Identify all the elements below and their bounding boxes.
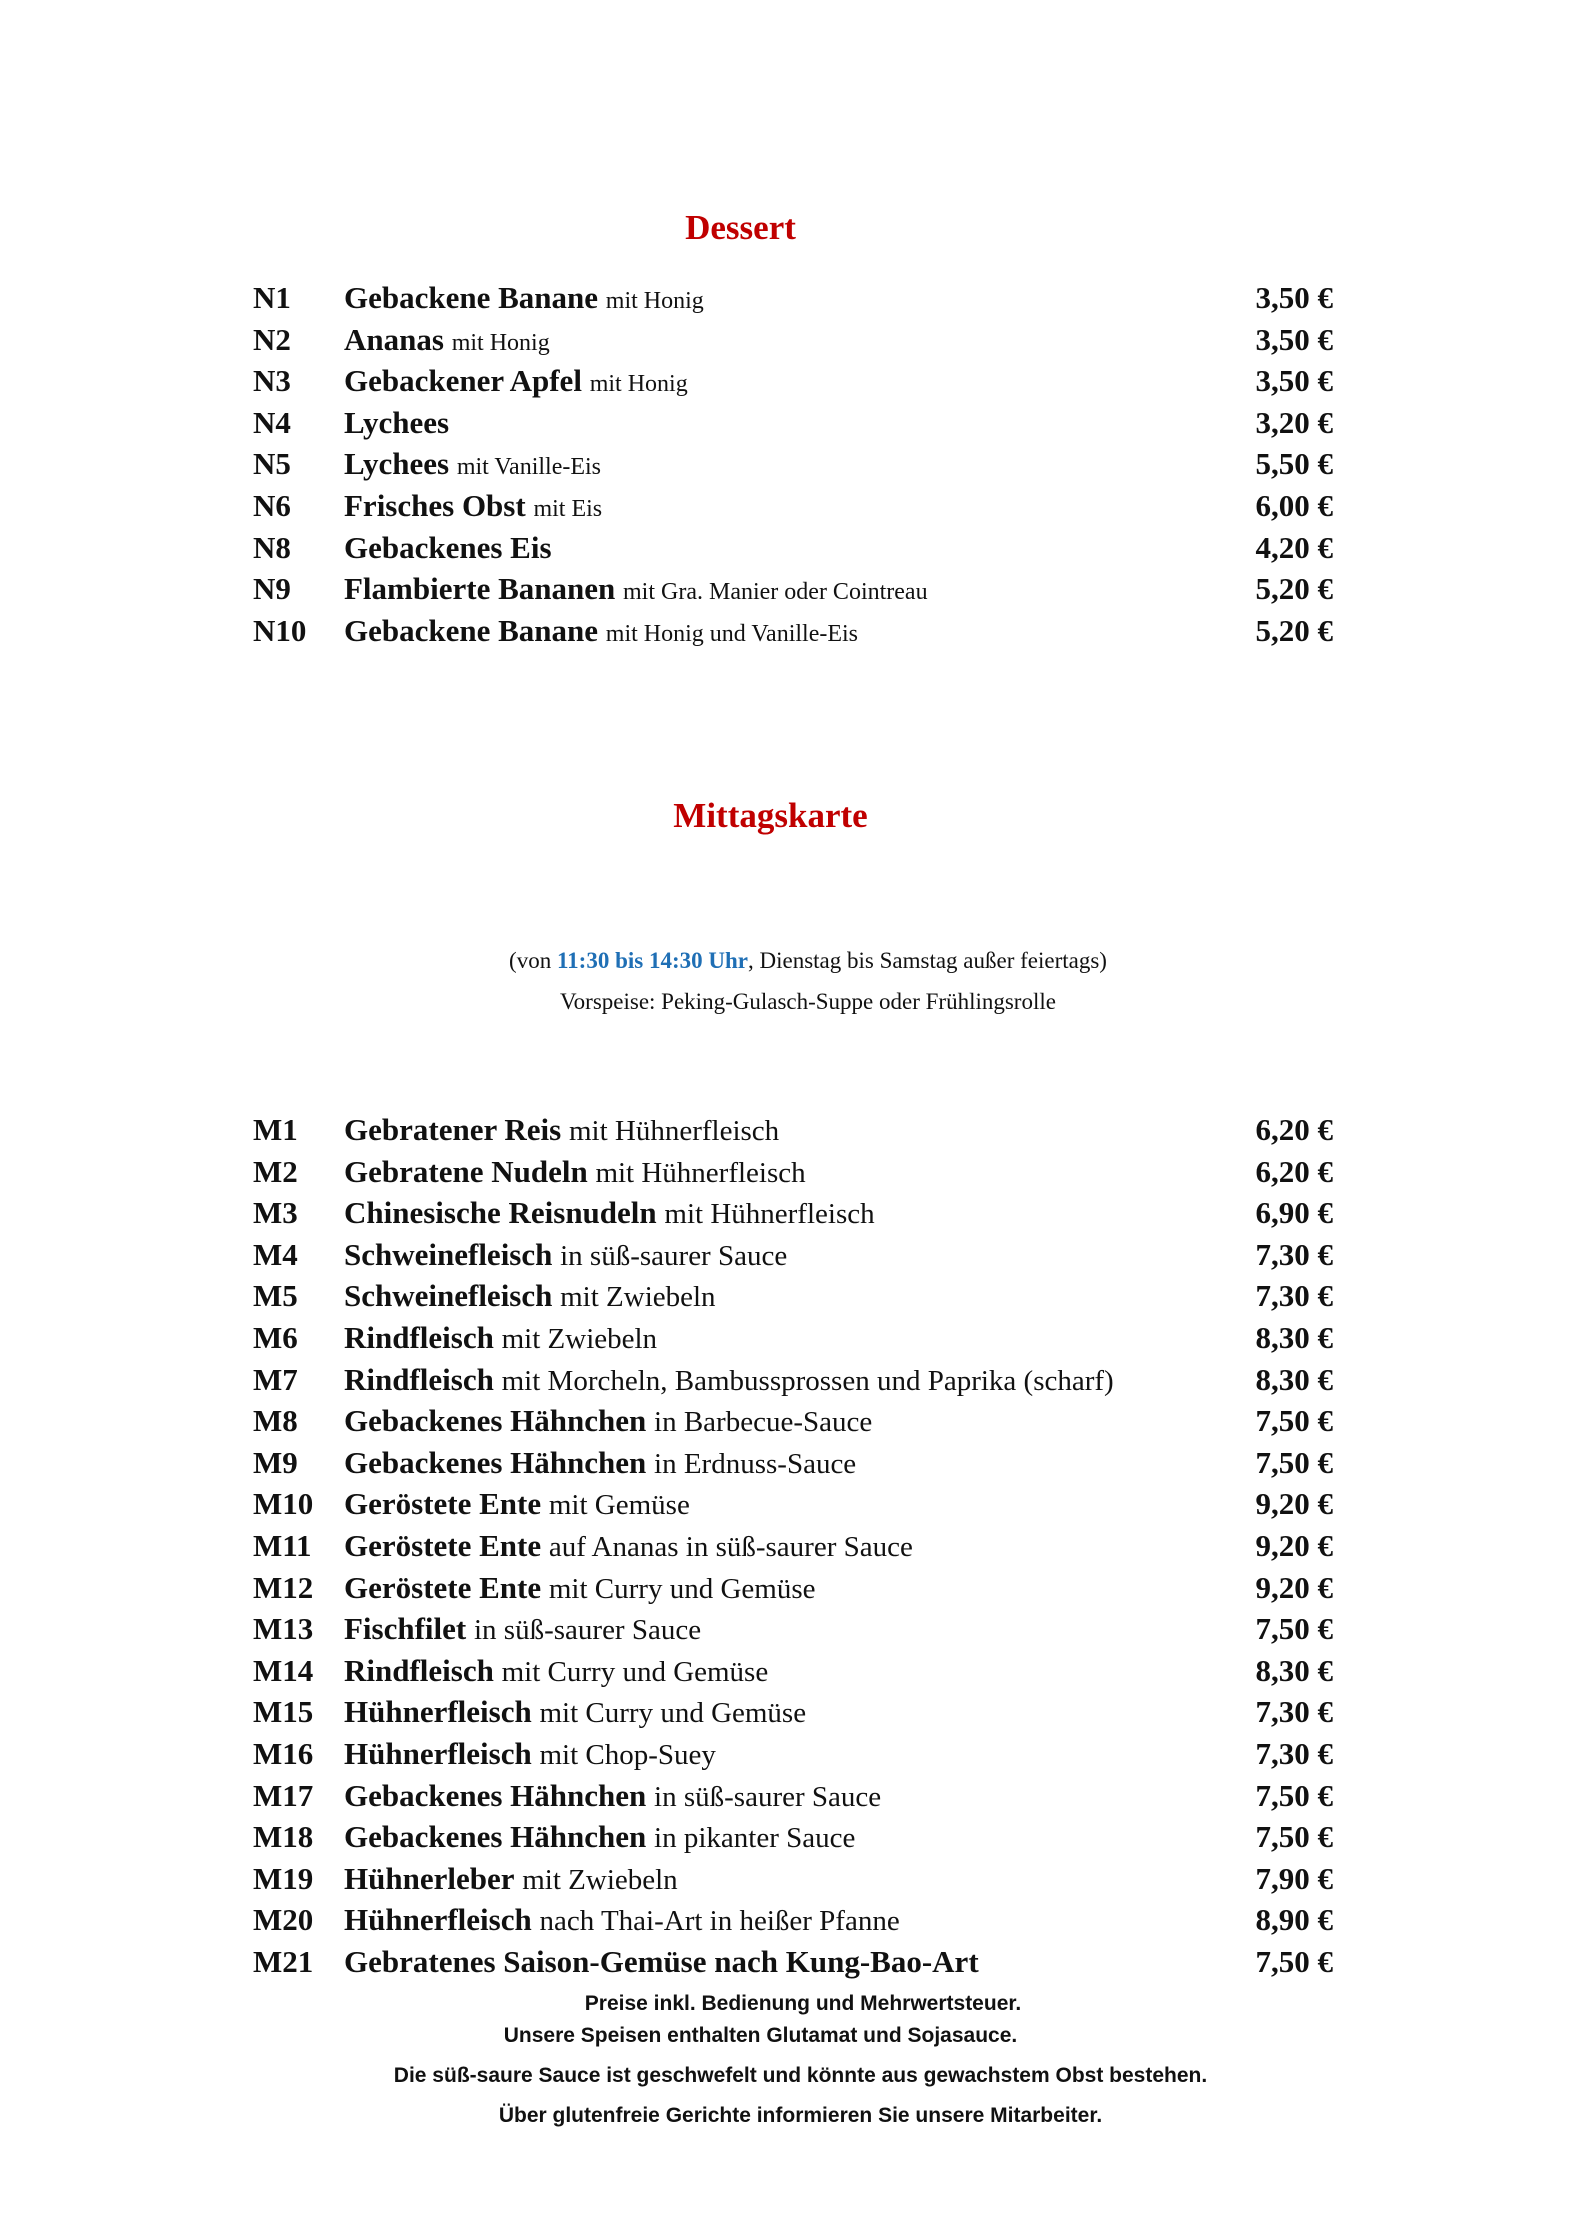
list-item xyxy=(253,1400,1333,1442)
item-price: 8,30 € xyxy=(1255,1361,1333,1397)
item-price: 4,20 € xyxy=(1255,529,1333,565)
item-name: Gebackene Banane xyxy=(344,280,599,315)
list-item xyxy=(253,1816,1333,1858)
item-price: 9,20 € xyxy=(1255,1569,1333,1605)
item-code: M11 xyxy=(253,1527,312,1563)
item-name: Flambierte Bananen xyxy=(344,571,616,607)
item-name: Gebackenes Hähnchen xyxy=(344,1444,647,1480)
item-description: mit Gra. Manier oder Cointreau xyxy=(623,579,928,606)
item-description: mit Zwiebeln xyxy=(501,1322,658,1355)
item-name-line xyxy=(344,1608,701,1652)
item-name-line xyxy=(344,1151,806,1195)
item-name: Hühnerfleisch xyxy=(344,1902,532,1938)
list-item xyxy=(253,1483,1333,1525)
item-description: in Barbecue-Sauce xyxy=(654,1406,873,1439)
item-code: M16 xyxy=(253,1735,314,1771)
item-price: 7,50 € xyxy=(1255,1943,1333,1979)
item-description: mit Honig und Vanille-Eis xyxy=(605,620,859,647)
item-code: M15 xyxy=(253,1694,314,1730)
item-description: mit Honig xyxy=(451,329,550,356)
list-item xyxy=(253,360,1333,402)
list-item xyxy=(253,1691,1333,1733)
hours-prefix: (von xyxy=(509,948,557,973)
list-item xyxy=(253,1567,1333,1609)
item-price: 8,30 € xyxy=(1255,1652,1333,1688)
item-price: 9,20 € xyxy=(1255,1486,1333,1522)
item-name-line xyxy=(344,1775,881,1819)
item-description: mit Gemüse xyxy=(548,1489,690,1522)
item-description: nach Thai-Art in heißer Pfanne xyxy=(539,1905,900,1938)
item-description: mit Hühnerfleisch xyxy=(664,1198,875,1231)
list-item xyxy=(253,319,1333,361)
item-code: M3 xyxy=(253,1195,298,1231)
item-name: Gebratener Reis xyxy=(344,1112,562,1147)
lunch-hours-note xyxy=(45,948,1571,974)
item-name: Gebratene Nudeln xyxy=(344,1153,588,1189)
footer-note-prices: Preise inkl. Bedienung und Mehrwertsteuer. xyxy=(584,1992,1022,2015)
item-description: mit Honig xyxy=(605,288,704,314)
item-price: 5,50 € xyxy=(1255,446,1333,482)
item-price: 7,50 € xyxy=(1255,1611,1333,1647)
item-code: M18 xyxy=(253,1819,314,1855)
item-price: 6,00 € xyxy=(1255,487,1333,523)
list-item xyxy=(253,527,1333,569)
item-price: 6,20 € xyxy=(1255,1112,1333,1147)
item-price: 7,30 € xyxy=(1255,1278,1333,1314)
item-code: N1 xyxy=(253,280,291,315)
item-name-line xyxy=(344,1816,855,1860)
item-description: mit Vanille-Eis xyxy=(456,454,602,481)
item-code: M1 xyxy=(253,1112,298,1147)
list-item xyxy=(253,1359,1333,1401)
list-item xyxy=(253,1899,1333,1941)
footer-note-glutamate: Unsere Speisen enthalten Glutamat und Sojasauce. xyxy=(503,2024,1018,2047)
item-price: 7,50 € xyxy=(1255,1444,1333,1480)
item-name: Chinesische Reisnudeln xyxy=(344,1195,657,1231)
item-name: Gebackene Banane xyxy=(344,612,599,648)
item-code: M19 xyxy=(253,1860,314,1896)
item-name-line xyxy=(344,1733,716,1777)
item-name-line xyxy=(344,527,552,573)
item-code: M2 xyxy=(253,1153,298,1189)
item-name: Gebackenes Hähnchen xyxy=(344,1819,647,1855)
lunch-hours: 11:30 bis 14:30 Uhr xyxy=(556,948,748,973)
item-code: M4 xyxy=(253,1236,298,1272)
item-price: 7,50 € xyxy=(1255,1819,1333,1855)
item-price: 7,50 € xyxy=(1255,1777,1333,1813)
item-name: Gebackenes Eis xyxy=(344,529,552,565)
item-name: Rindfleisch xyxy=(344,1319,494,1355)
item-code: N8 xyxy=(253,529,291,565)
item-code: N4 xyxy=(253,404,291,440)
item-name-line xyxy=(344,360,688,406)
list-item xyxy=(253,1192,1333,1234)
item-name-line xyxy=(344,610,858,656)
item-name: Hühnerfleisch xyxy=(344,1694,532,1730)
item-price: 9,20 € xyxy=(1255,1527,1333,1563)
item-price: 6,90 € xyxy=(1255,1195,1333,1231)
item-code: M8 xyxy=(253,1403,298,1439)
item-price: 7,50 € xyxy=(1255,1403,1333,1439)
item-description: in süß-saurer Sauce xyxy=(654,1780,882,1813)
item-price: 3,50 € xyxy=(1255,280,1333,315)
item-description: mit Curry und Gemüse xyxy=(539,1697,807,1730)
item-name-line xyxy=(344,1234,787,1278)
item-description: mit Zwiebeln xyxy=(560,1281,716,1314)
list-item xyxy=(253,1151,1333,1193)
item-description: mit Chop-Suey xyxy=(539,1738,716,1771)
item-name: Hühnerfleisch xyxy=(344,1735,532,1771)
list-item xyxy=(253,568,1333,610)
item-name: Fischfilet xyxy=(344,1611,467,1647)
item-name-line xyxy=(344,277,704,323)
item-name-line xyxy=(344,1525,913,1569)
item-price: 8,30 € xyxy=(1255,1319,1333,1355)
item-description: in süß-saurer Sauce xyxy=(560,1239,788,1272)
item-name: Geröstete Ente xyxy=(344,1569,542,1605)
list-item xyxy=(253,1608,1333,1650)
item-price: 3,20 € xyxy=(1255,404,1333,440)
item-name-line xyxy=(344,319,550,365)
item-price: 7,30 € xyxy=(1255,1694,1333,1730)
list-item xyxy=(253,1317,1333,1359)
item-description: mit Zwiebeln xyxy=(522,1863,678,1896)
item-description: in süß-saurer Sauce xyxy=(474,1614,702,1647)
item-name: Lychees xyxy=(344,446,450,482)
list-item xyxy=(253,1525,1333,1567)
item-name: Geröstete Ente xyxy=(344,1486,542,1522)
item-name: Gebackenes Hähnchen xyxy=(344,1777,647,1813)
item-price: 3,50 € xyxy=(1255,321,1333,357)
list-item xyxy=(253,485,1333,527)
item-code: M9 xyxy=(253,1444,298,1480)
footer-note-sauce: Die süß-saure Sauce ist geschwefelt und könnte aus gewachstem Obst bestehen. xyxy=(393,2064,1208,2087)
item-code: N2 xyxy=(253,321,291,357)
lunch-list xyxy=(253,1109,1333,1982)
item-name-line xyxy=(344,1691,806,1735)
hours-suffix: , Dienstag bis Samstag außer feiertags) xyxy=(748,948,1107,973)
dessert-title: Dessert xyxy=(685,208,796,247)
item-name: Schweinefleisch xyxy=(344,1236,553,1272)
list-item xyxy=(253,1109,1333,1151)
item-name: Schweinefleisch xyxy=(344,1278,553,1314)
item-name-line xyxy=(344,485,602,531)
item-name-line xyxy=(344,1567,815,1611)
item-code: N5 xyxy=(253,446,291,482)
item-description: in pikanter Sauce xyxy=(654,1822,856,1855)
item-description: mit Hühnerfleisch xyxy=(568,1115,780,1147)
list-item xyxy=(253,1858,1333,1900)
item-name-line xyxy=(344,1899,900,1943)
item-name: Gebratenes Saison-Gemüse nach Kung-Bao-Art xyxy=(344,1943,979,1979)
list-item xyxy=(253,402,1333,444)
item-code: N3 xyxy=(253,363,291,399)
list-item xyxy=(253,610,1333,652)
list-item xyxy=(253,1275,1333,1317)
item-name: Geröstete Ente xyxy=(344,1527,542,1563)
list-item xyxy=(253,1650,1333,1692)
item-price: 7,30 € xyxy=(1255,1236,1333,1272)
item-description: in Erdnuss-Sauce xyxy=(654,1447,857,1480)
item-name-line xyxy=(344,568,928,614)
item-description: mit Curry und Gemüse xyxy=(501,1655,769,1688)
item-description: mit Honig xyxy=(589,371,688,398)
item-name-line xyxy=(344,1941,979,1985)
item-code: M7 xyxy=(253,1361,298,1397)
lunch-menu-title: Mittagskarte xyxy=(673,796,868,835)
item-description: mit Hühnerfleisch xyxy=(595,1156,806,1189)
item-description: mit Curry und Gemüse xyxy=(548,1572,816,1605)
item-name-line xyxy=(344,443,601,489)
item-code: N10 xyxy=(253,612,307,648)
item-name-line xyxy=(344,1317,657,1361)
item-description: auf Ananas in süß-saurer Sauce xyxy=(548,1530,913,1563)
item-name-line xyxy=(344,1275,716,1319)
item-code: M5 xyxy=(253,1278,298,1314)
item-name: Hühnerleber xyxy=(344,1860,515,1896)
item-code: M6 xyxy=(253,1319,298,1355)
dessert-list xyxy=(253,277,1333,651)
item-description: mit Morcheln, Bambussprossen und Paprika (scharf) xyxy=(501,1364,1114,1397)
item-name-line xyxy=(344,1400,872,1444)
item-price: 7,30 € xyxy=(1255,1735,1333,1771)
item-code: M20 xyxy=(253,1902,314,1938)
list-item xyxy=(253,1442,1333,1484)
item-code: M13 xyxy=(253,1611,314,1647)
item-name: Frisches Obst xyxy=(344,487,526,523)
item-name-line xyxy=(344,1109,779,1153)
list-item xyxy=(253,1941,1333,1983)
item-name: Ananas xyxy=(344,321,444,357)
item-description: mit Eis xyxy=(533,495,603,522)
item-name-line xyxy=(344,1359,1114,1403)
list-item xyxy=(253,1733,1333,1775)
item-name: Rindfleisch xyxy=(344,1652,494,1688)
item-name-line xyxy=(344,1442,856,1486)
list-item xyxy=(253,1234,1333,1276)
item-code: N6 xyxy=(253,487,291,523)
item-name: Rindfleisch xyxy=(344,1361,494,1397)
item-code: M12 xyxy=(253,1569,314,1605)
item-price: 5,20 € xyxy=(1255,571,1333,607)
item-code: M17 xyxy=(253,1777,314,1813)
item-price: 6,20 € xyxy=(1255,1153,1333,1189)
item-price: 3,50 € xyxy=(1255,363,1333,399)
item-code: M14 xyxy=(253,1652,314,1688)
item-name-line xyxy=(344,1192,875,1236)
item-price: 8,90 € xyxy=(1255,1902,1333,1938)
item-name: Lychees xyxy=(344,404,450,440)
list-item xyxy=(253,1775,1333,1817)
item-code: M10 xyxy=(253,1486,314,1522)
item-price: 5,20 € xyxy=(1255,612,1333,648)
item-name-line xyxy=(344,1858,678,1902)
item-name-line xyxy=(344,1483,690,1527)
item-price: 7,90 € xyxy=(1255,1860,1333,1896)
item-code: M21 xyxy=(253,1943,314,1979)
list-item xyxy=(253,277,1333,319)
item-name-line xyxy=(344,402,449,448)
starter-note: Vorspeise: Peking-Gulasch-Suppe oder Frühlingsrolle xyxy=(560,989,1056,1014)
list-item xyxy=(253,443,1333,485)
item-code: N9 xyxy=(253,571,291,607)
item-name: Gebackenes Hähnchen xyxy=(344,1403,647,1439)
item-name-line xyxy=(344,1650,768,1694)
footer-note-gluten: Über glutenfreie Gerichte informieren Sie unsere Mitarbeiter. xyxy=(498,2104,1103,2127)
item-name: Gebackener Apfel xyxy=(344,363,582,399)
